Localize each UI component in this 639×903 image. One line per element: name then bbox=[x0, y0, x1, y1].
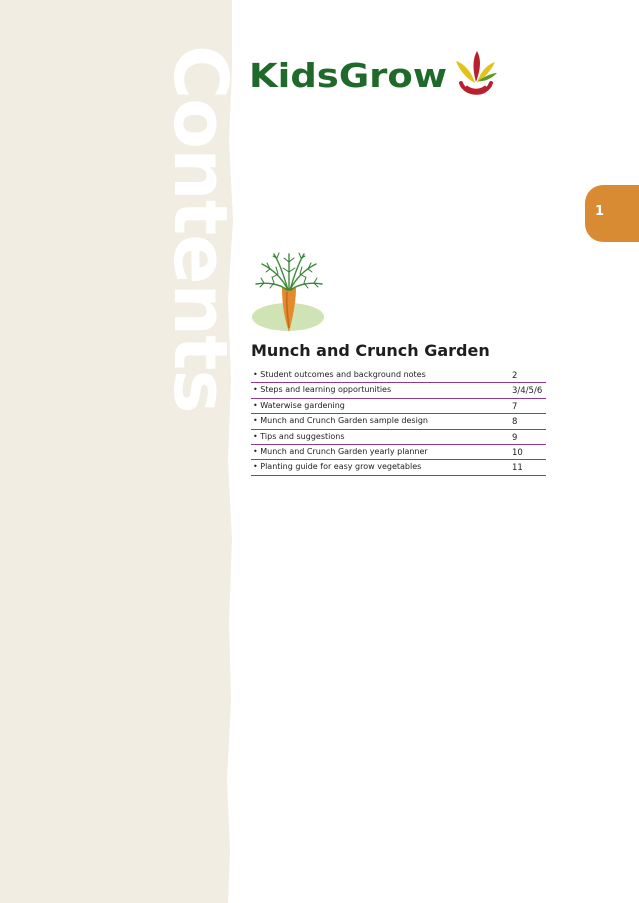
kidsgrow-logo bbox=[247, 45, 499, 100]
sprout-icon bbox=[456, 51, 497, 93]
toc-row[interactable] bbox=[251, 368, 546, 383]
toc-item-page: 8 bbox=[512, 417, 518, 428]
logo-wordmark: KidsGrow bbox=[249, 56, 447, 95]
toc-item-page: 11 bbox=[512, 463, 523, 474]
toc-row[interactable] bbox=[251, 383, 546, 398]
toc-item-label: • Tips and suggestions bbox=[253, 431, 345, 441]
section-title: Munch and Crunch Garden bbox=[251, 341, 490, 360]
contents-title-text: Contents bbox=[157, 45, 243, 413]
toc-row[interactable] bbox=[251, 445, 546, 460]
toc-item-page: 2 bbox=[512, 371, 518, 381]
toc-item-label: • Munch and Crunch Garden yearly planner bbox=[253, 446, 428, 456]
toc-row[interactable] bbox=[251, 414, 546, 429]
page-number: 1 bbox=[594, 204, 605, 219]
toc-item-label: • Munch and Crunch Garden sample design bbox=[253, 416, 428, 426]
toc-item-label: • Waterwise gardening bbox=[253, 400, 345, 410]
toc-item-page: 7 bbox=[512, 401, 518, 412]
toc-list bbox=[251, 368, 546, 476]
toc-item-label: • Student outcomes and background notes bbox=[253, 370, 426, 379]
toc-row[interactable] bbox=[251, 399, 546, 414]
page-number-tab bbox=[585, 185, 639, 242]
toc-row[interactable] bbox=[251, 460, 546, 475]
toc-item-label: • Steps and learning opportunities bbox=[253, 385, 392, 395]
toc-item-label: • Planting guide for easy grow vegetables bbox=[253, 462, 422, 472]
toc-row[interactable] bbox=[251, 430, 546, 445]
toc-item-page: 9 bbox=[512, 432, 518, 443]
carrot-illustration bbox=[252, 248, 326, 334]
toc-item-page: 10 bbox=[512, 447, 523, 458]
toc-item-page: 3/4/5/6 bbox=[512, 386, 543, 397]
